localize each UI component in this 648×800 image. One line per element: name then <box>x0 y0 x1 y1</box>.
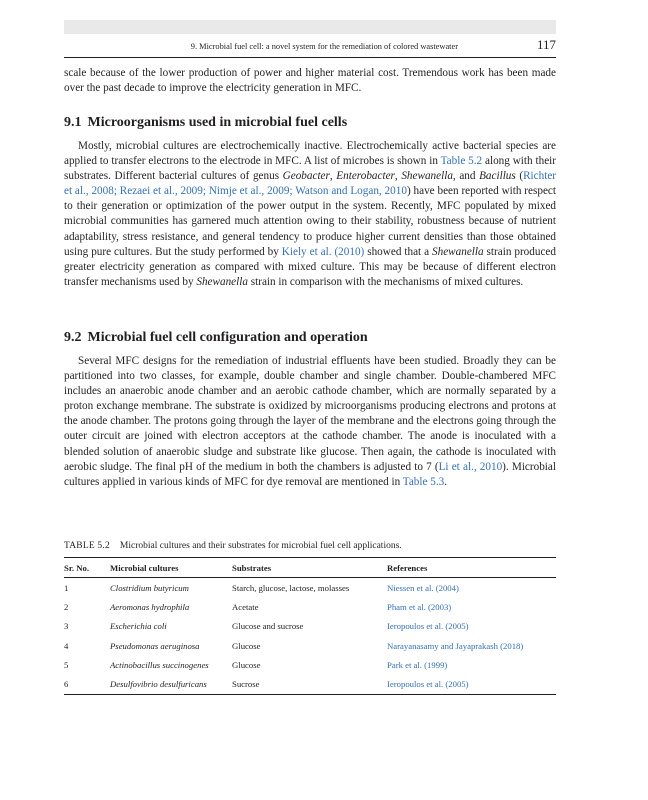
column-header-references: References <box>387 558 556 578</box>
header-band <box>64 20 556 34</box>
intro-line-2: has been made over the past decade to improve the electricity generation in MFC. <box>64 67 556 95</box>
cell-substrate: Acetate <box>232 601 259 612</box>
cell-reference-link[interactable]: Niessen et al. (2004) <box>387 582 459 593</box>
text-run: along with their substrates. Different bacterial cultures of genus <box>64 155 556 183</box>
citation-link[interactable]: Li et al., 2010 <box>438 460 503 473</box>
section-title: Microbial fuel cell configuration and operation <box>87 330 368 345</box>
cell-sr-no: 6 <box>64 674 110 694</box>
text-run: . <box>444 475 448 488</box>
text-run: strain produced greater electricity generation as compared with mixed culture. This may be because of different electron transfer mechanisms used by <box>64 245 556 288</box>
cell-reference-link[interactable]: Pham et al. (2003) <box>387 601 452 612</box>
cell-sr-no: 5 <box>64 659 69 670</box>
cell-organism: Actinobacillus succinogenes <box>110 659 209 670</box>
table-caption-text: Microbial cultures and their substrates for microbial fuel cell applications. <box>119 541 402 551</box>
table-5-3-link[interactable]: Table 5.3 <box>402 475 445 488</box>
cell-substrate: Glucose <box>232 640 261 651</box>
table-caption <box>64 541 402 551</box>
text-run: strain in comparison with the mechanisms of mixed cultures. <box>247 275 524 288</box>
text-run: ( <box>515 170 524 183</box>
section-title: Microorganisms used in microbial fuel cells <box>87 115 348 130</box>
cell-substrate: Sucrose <box>232 674 387 694</box>
table-label: TABLE 5.2 <box>64 541 110 551</box>
genus-name: Geobacter <box>282 170 330 183</box>
text-run: ). Microbial cultures applied in various kinds of MFC for dye removal are mentioned in <box>64 460 556 488</box>
table-header-row <box>64 558 556 578</box>
cell-sr-no: 2 <box>64 601 69 612</box>
intro-line-1: scale because of the lower production of power and higher material cost. Tremendous work <box>64 67 485 79</box>
running-header <box>64 35 556 58</box>
text-run: ) have been reported with respect to their generation or optimization of the power output in the system. Recently, MFC populated by mixed microbial communities has garnered much attention owing to their stability, robustness because of nutrient adaptability, stress resistance, and general tendency to produce higher current densities than those obtained using pure cultures. But the study performed by <box>64 185 556 258</box>
cell-sr-no: 4 <box>64 640 69 651</box>
cell-reference-link[interactable]: Ieropoulos et al. (2005) <box>387 621 469 632</box>
section-heading-9-1 <box>64 115 347 131</box>
section-9-1-paragraph <box>64 139 556 290</box>
running-title: 9. Microbial fuel cell: a novel system for the remediation of colored wastewater <box>190 42 458 51</box>
section-number: 9.1 <box>64 115 82 130</box>
cell-organism: Desulfovibrio desulfuricans <box>110 674 232 694</box>
section-9-2-paragraph <box>64 354 556 490</box>
table-row <box>64 674 556 694</box>
table-row <box>64 597 556 616</box>
cell-organism: Escherichia coli <box>110 621 167 632</box>
cell-sr-no: 3 <box>64 621 69 632</box>
genus-name: Enterobacter <box>336 170 395 183</box>
genus-name: Bacillus <box>479 170 516 183</box>
cell-organism: Clostridium butyricum <box>110 582 189 593</box>
genus-name: Shewanella <box>196 275 248 288</box>
text-run: , <box>394 170 402 183</box>
table-5-2-link[interactable]: Table 5.2 <box>440 155 483 168</box>
text-run: showed that a <box>364 245 433 258</box>
cell-reference-link[interactable]: Park et al. (1999) <box>387 659 448 670</box>
section-number: 9.2 <box>64 330 82 345</box>
genus-name: Shewanella <box>401 170 453 183</box>
text-run: Mostly, microbial cultures are electrochemically inactive. Electrochemically active bacterial species are applied to transfer electrons to the electrode in MFC. A list of microbes is shown in <box>64 140 556 168</box>
column-header-substrates: Substrates <box>232 558 387 578</box>
microbial-cultures-table <box>64 557 556 695</box>
genus-name: Shewanella <box>432 245 484 258</box>
column-header-sr-no: Sr. No. <box>64 558 110 578</box>
column-header-microbial-cultures: Microbial cultures <box>110 558 232 578</box>
citation-link[interactable]: Kiely et al. (2010) <box>281 245 365 258</box>
cell-sr-no: 1 <box>64 582 69 593</box>
cell-organism: Aeromonas hydrophila <box>110 601 190 612</box>
page-number: 117 <box>536 37 556 52</box>
citation-link[interactable]: Richter et al., 2008; Rezaei et al., 2009; Nimje et al., 2009; Watson and Logan, 2010 <box>64 170 557 198</box>
table-row <box>64 636 556 655</box>
text-run: Several MFC designs for the remediation of industrial effluents have been studied. Broadly they can be partitioned into two classes, for example, double chamber and single chamber. Double-chambered MFC includes an anaerobic anode chamber and an aerobic cathode chamber, which are normally separated by a proton exchange membrane. The substrate is oxidized by microorganisms producing electrons and protons at the anode chamber. The protons going through the layer of the membrane and the electrons going through the outer circuit are joined with electron acceptors at the cathode chamber. The anode is inoculated with a blended solution of anaerobic sludge and substrate like glucose. Then again, the cathode is inoculated with aerobic sludge. The final pH of the medium in both the chambers is adjusted to 7 ( <box>64 355 556 473</box>
intro-paragraph <box>64 66 556 96</box>
cell-reference-link[interactable]: Ieropoulos et al. (2005) <box>387 674 556 694</box>
cell-organism: Pseudomonas aeruginosa <box>110 640 200 651</box>
cell-substrate: Glucose <box>232 659 261 670</box>
table-row <box>64 617 556 636</box>
cell-reference-link[interactable]: Narayanasamy and Jayaprakash (2018) <box>387 640 524 651</box>
section-heading-9-2 <box>64 330 368 346</box>
cell-substrate: Starch, glucose, lactose, molasses <box>232 582 350 593</box>
table-row <box>64 655 556 674</box>
cell-substrate: Glucose and sucrose <box>232 621 304 632</box>
table-row <box>64 578 556 598</box>
text-run: , <box>329 170 337 183</box>
text-run: , and <box>452 170 480 183</box>
